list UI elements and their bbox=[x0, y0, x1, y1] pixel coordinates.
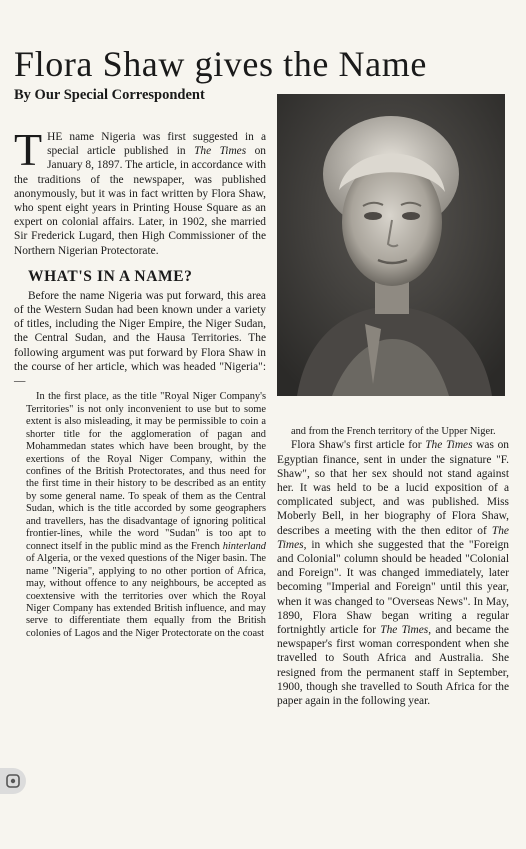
right-times-1: The Times bbox=[425, 439, 473, 452]
lead-paragraph bbox=[14, 124, 266, 258]
quote-tail: and from the French territory of the Upper Niger. bbox=[291, 426, 496, 437]
quote-block bbox=[26, 391, 266, 640]
lead-text: HE name Nigeria was first suggested in a special article published in bbox=[47, 131, 266, 158]
lens-glyph-icon bbox=[5, 773, 21, 789]
drop-cap: T bbox=[14, 124, 43, 175]
headline: Flora Shaw gives the Name bbox=[14, 44, 427, 85]
portrait-photo bbox=[277, 94, 505, 396]
right-text-1: Flora Shaw's first article for bbox=[291, 439, 422, 452]
lead-text-2: on January 8, 1897. The article, in accordance with the traditions of the newspaper, was published anonymously, but it was in fact written by Flora Shaw, who spent eight years in Printing House Square as an expert on colonial affairs. Later, in 1902, she married Sir Frederick Lugard, then High Commissioner of the Northern Nigerian Protectorate. bbox=[14, 145, 266, 257]
right-text-2: was on Egyptian finance, sent in under the signature "F. Shaw", so that her sex should not stand against her. It was held to be a lucid exposition of a complicated subject, and was published. Miss Moberly Bell, in her biography of Flora Shaw, describes a meeting with the then editor of bbox=[277, 439, 509, 537]
paragraph-2: Before the name Nigeria was put forward, this area of the Western Sudan had been known under a variety of titles, including the Niger Empire, the Niger Sudan, the Central Sudan, and the Hausa Territories. The following argument was put forward by Flora Shaw in the course of her article, which was headed "Nigeria":— bbox=[14, 289, 266, 388]
left-column bbox=[14, 124, 266, 640]
subhead: WHAT'S IN A NAME? bbox=[28, 267, 193, 285]
right-text-3: , in which she suggested that the "Foreign and Colonial" column should be headed "Colonial and Foreign". It was changed immediately, later becoming "Imperial and Foreign" until this year, when it was changed to "Overseas News". In May, 1890, Flora Shaw began writing a regular fortnightly article for bbox=[277, 538, 509, 637]
quote-text-b: of Algeria, or the vexed questions of the Niger basin. The name "Nigeria", applying to no other portion of Africa, may, without offence to any neighbours, be accepted as coextensive with the territories over which the Royal Niger Company has extended British influence, and may serve to differentiate them equally from the British colonies of Lagos and the Niger Protectorate on the coast bbox=[26, 553, 266, 639]
lens-share-icon[interactable] bbox=[0, 768, 26, 794]
portrait-image bbox=[277, 94, 505, 396]
right-text-4: , and became the newspaper's first woman correspondent when she travelled to South Africa and Australia. She resigned from the permanent staff in September, 1900, though she travelled to South Africa for the paper again in the following year. bbox=[277, 624, 509, 708]
byline: By Our Special Correspondent bbox=[14, 87, 205, 103]
right-paragraph bbox=[277, 438, 509, 708]
lead-times: The Times bbox=[194, 145, 247, 158]
right-times-2: The Times bbox=[277, 524, 509, 551]
right-column bbox=[277, 426, 509, 708]
right-times-3: The Times bbox=[380, 624, 429, 637]
quote-hinterland: hinterland bbox=[222, 540, 266, 552]
quote-text-a: In the first place, as the title "Royal Niger Company's Territories" is not only inconvenient to use but to some extent is also misleading, it may be permissible to coin a shorter title for the agglomeration of pagan and Mohammedan states which have been brought, by the exertions of the Royal Niger Company, within the confines of the British Protectorates, and thus need for the first time in their history to be described as an entity by some general name. To speak of them as the Central Sudan, which is the title accorded by some geographers and travellers, has the disadvantage of ignoring political frontier-lines, while the word "Sudan" is too apt to connect itself in the public mind as the French bbox=[26, 391, 266, 552]
